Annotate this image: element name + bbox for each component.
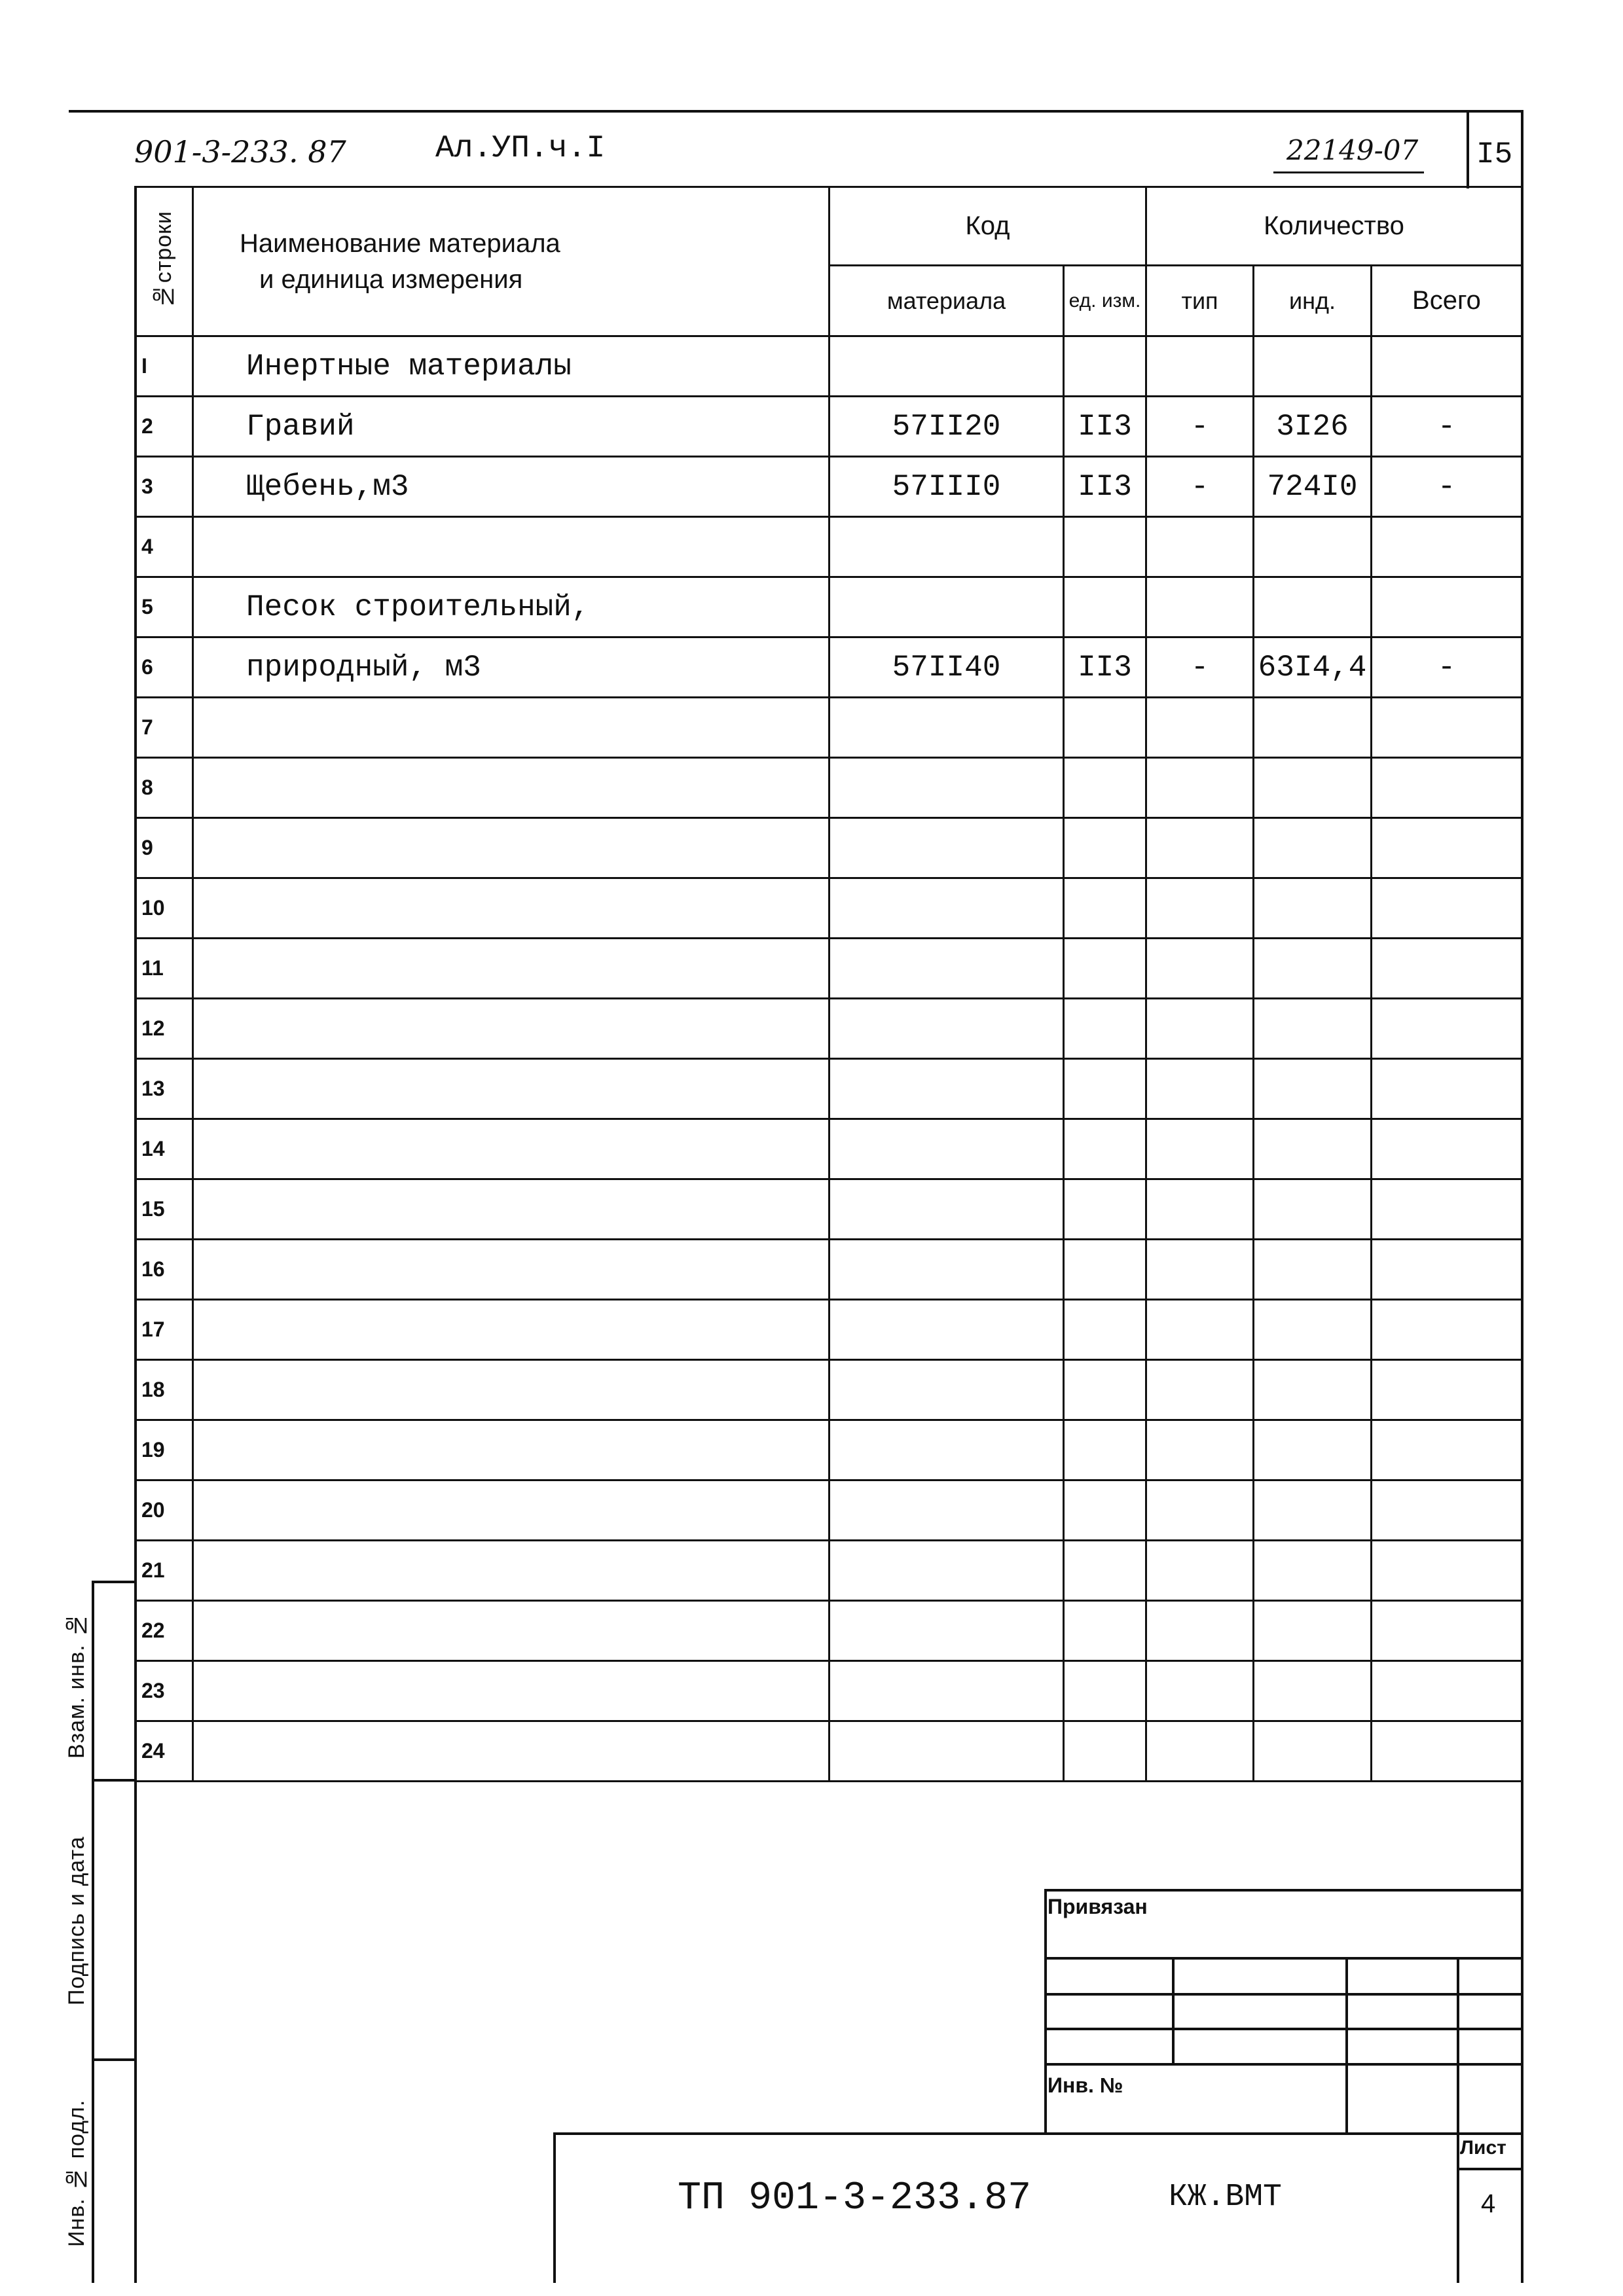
qty-total-cell [1372, 1240, 1522, 1300]
row-number-cell: 24 [136, 1721, 193, 1782]
qty-ind-cell: 724I0 [1254, 457, 1372, 517]
qty-type-cell [1146, 698, 1254, 758]
margin-stamp-divider-2 [92, 2058, 136, 2061]
unit-code-cell [1064, 698, 1146, 758]
qty-type-cell [1146, 1059, 1254, 1119]
row-number-cell: 15 [136, 1179, 193, 1240]
qty-ind-cell [1254, 1059, 1372, 1119]
qty-type-cell [1146, 1601, 1254, 1661]
col-code-unit: ед. изм. [1064, 266, 1146, 336]
row-number-cell: 7 [136, 698, 193, 758]
qty-total-cell [1372, 1360, 1522, 1420]
table-row [136, 336, 1522, 397]
table-row [136, 1240, 1522, 1300]
table-row [136, 1541, 1522, 1601]
reg-number-underline [1273, 171, 1424, 173]
row-number-cell: 23 [136, 1661, 193, 1721]
col-qty-ind: инд. [1254, 266, 1372, 336]
sheet-value: 4 [1481, 2189, 1496, 2218]
table-row [136, 1119, 1522, 1179]
unit-code-cell [1064, 818, 1146, 878]
qty-ind-cell [1254, 1541, 1372, 1601]
material-code-cell: 57II20 [830, 397, 1064, 457]
qty-ind-cell [1254, 878, 1372, 939]
qty-total-cell [1372, 1480, 1522, 1541]
qty-ind-cell [1254, 1721, 1372, 1782]
col-code-header: Код [830, 187, 1146, 266]
qty-type-cell: - [1146, 637, 1254, 698]
qty-ind-cell: 3I26 [1254, 397, 1372, 457]
table-row [136, 999, 1522, 1059]
table-row [136, 1300, 1522, 1360]
material-name-cell: Гравий [193, 397, 830, 457]
material-name-cell [193, 1119, 830, 1179]
qty-type-cell [1146, 1119, 1254, 1179]
qty-total-cell [1372, 517, 1522, 577]
row-number-cell: 22 [136, 1601, 193, 1661]
material-name-cell [193, 818, 830, 878]
qty-type-cell [1146, 1300, 1254, 1360]
table-row [136, 818, 1522, 878]
table-row [136, 878, 1522, 939]
material-code-cell [830, 1240, 1064, 1300]
qty-type-cell [1146, 1420, 1254, 1480]
material-code-cell [830, 1601, 1064, 1661]
top-border [69, 110, 1521, 113]
margin-vzam-label: Взам. инв. № [64, 1611, 89, 1759]
qty-type-cell [1146, 878, 1254, 939]
qty-ind-cell [1254, 1300, 1372, 1360]
qty-ind-cell [1254, 1240, 1372, 1300]
material-code-cell [830, 818, 1064, 878]
qty-ind-cell [1254, 939, 1372, 999]
stamp-top [1044, 1889, 1521, 1892]
table-row [136, 1360, 1522, 1420]
qty-total-cell [1372, 336, 1522, 397]
material-name-cell [193, 1300, 830, 1360]
qty-type-cell: - [1146, 397, 1254, 457]
material-code-cell [830, 1300, 1064, 1360]
qty-type-cell [1146, 1541, 1254, 1601]
row-number-cell: 10 [136, 878, 193, 939]
material-name-cell [193, 758, 830, 818]
qty-total-cell [1372, 1059, 1522, 1119]
qty-ind-cell [1254, 1480, 1372, 1541]
col-name-header [193, 187, 830, 336]
qty-total-cell [1372, 999, 1522, 1059]
table-row [136, 517, 1522, 577]
doc-code: 901-3-233. 87 [134, 134, 346, 170]
material-code-cell [830, 1119, 1064, 1179]
qty-total-cell [1372, 1300, 1522, 1360]
qty-total-cell [1372, 1721, 1522, 1782]
col-qty-total: Всего [1372, 266, 1522, 336]
qty-type-cell [1146, 1480, 1254, 1541]
stamp-left [1044, 1889, 1047, 2132]
qty-type-cell [1146, 818, 1254, 878]
row-number-cell: 17 [136, 1300, 193, 1360]
stamp-col-3 [1457, 1957, 1459, 2283]
material-code-cell [830, 577, 1064, 637]
qty-ind-cell [1254, 698, 1372, 758]
stamp-col-2 [1345, 1957, 1348, 2132]
col-name-line1: Наименование материала [240, 228, 560, 258]
row-number-cell: I [136, 336, 193, 397]
table-row [136, 758, 1522, 818]
table-row [136, 939, 1522, 999]
qty-total-cell [1372, 698, 1522, 758]
row-number-cell: 2 [136, 397, 193, 457]
row-number-cell: 20 [136, 1480, 193, 1541]
unit-code-cell [1064, 1360, 1146, 1420]
material-name-cell [193, 1721, 830, 1782]
qty-type-cell [1146, 1721, 1254, 1782]
qty-ind-cell: 63I4,4 [1254, 637, 1372, 698]
unit-code-cell [1064, 1480, 1146, 1541]
row-number-cell: 8 [136, 758, 193, 818]
qty-total-cell [1372, 1541, 1522, 1601]
material-name-cell [193, 698, 830, 758]
material-name-cell [193, 1059, 830, 1119]
stamp-row-2 [1044, 1993, 1521, 1996]
qty-ind-cell [1254, 999, 1372, 1059]
doc-title: ТП 901-3-233.87 [678, 2176, 1032, 2221]
qty-type-cell [1146, 1179, 1254, 1240]
title-frame-top [553, 2132, 1521, 2135]
margin-stamp-top [92, 1581, 136, 1583]
unit-code-cell [1064, 878, 1146, 939]
qty-type-cell [1146, 758, 1254, 818]
qty-type-cell: - [1146, 457, 1254, 517]
unit-code-cell [1064, 1300, 1146, 1360]
material-code-cell [830, 1059, 1064, 1119]
material-code-cell [830, 1179, 1064, 1240]
qty-ind-cell [1254, 577, 1372, 637]
table-row [136, 1059, 1522, 1119]
qty-total-cell [1372, 1119, 1522, 1179]
qty-ind-cell [1254, 336, 1372, 397]
material-code-cell [830, 939, 1064, 999]
row-number-cell: 12 [136, 999, 193, 1059]
qty-total-cell [1372, 1601, 1522, 1661]
page-number: I5 [1476, 137, 1513, 171]
qty-type-cell [1146, 517, 1254, 577]
material-name-cell [193, 999, 830, 1059]
unit-code-cell [1064, 1179, 1146, 1240]
stamp-row-4 [1044, 2063, 1521, 2066]
material-name-cell [193, 1420, 830, 1480]
unit-code-cell [1064, 1721, 1146, 1782]
qty-type-cell [1146, 1661, 1254, 1721]
col-code-material: материала [830, 266, 1064, 336]
table-row [136, 698, 1522, 758]
col-qty-type: тип [1146, 266, 1254, 336]
material-name-cell: Песок строительный, [193, 577, 830, 637]
material-name-cell: Щебень,м3 [193, 457, 830, 517]
qty-ind-cell [1254, 1360, 1372, 1420]
table-row [136, 1179, 1522, 1240]
margin-podp-label: Подпись и дата [64, 1836, 89, 2006]
row-number-cell: 21 [136, 1541, 193, 1601]
qty-type-cell [1146, 336, 1254, 397]
unit-code-cell [1064, 1541, 1146, 1601]
qty-type-cell [1146, 1360, 1254, 1420]
material-name-cell [193, 939, 830, 999]
unit-code-cell [1064, 336, 1146, 397]
material-name-cell [193, 1240, 830, 1300]
row-number-cell: 18 [136, 1360, 193, 1420]
title-frame-left [553, 2132, 556, 2283]
stamp-inv-no: Инв. № [1048, 2073, 1123, 2097]
row-number-cell: 14 [136, 1119, 193, 1179]
material-code-cell [830, 1541, 1064, 1601]
material-code-cell [830, 1360, 1064, 1420]
qty-type-cell [1146, 1240, 1254, 1300]
sheet-label: Лист [1460, 2137, 1506, 2159]
material-code-cell [830, 999, 1064, 1059]
qty-total-cell: - [1372, 397, 1522, 457]
material-name-cell [193, 1541, 830, 1601]
qty-type-cell [1146, 999, 1254, 1059]
reg-number: 22149-07 [1286, 134, 1419, 166]
qty-total-cell [1372, 1420, 1522, 1480]
stamp-row-3 [1044, 2028, 1521, 2030]
material-name-cell [193, 1480, 830, 1541]
unit-code-cell: II3 [1064, 637, 1146, 698]
qty-ind-cell [1254, 1661, 1372, 1721]
material-name-cell [193, 1601, 830, 1661]
page-number-box-left [1467, 110, 1469, 188]
unit-code-cell [1064, 999, 1146, 1059]
row-number-cell: 16 [136, 1240, 193, 1300]
doc-mark: КЖ.ВМТ [1169, 2179, 1282, 2215]
qty-ind-cell [1254, 1601, 1372, 1661]
col-name-line2: и единица измерения [259, 264, 523, 294]
qty-ind-cell [1254, 517, 1372, 577]
qty-total-cell [1372, 1179, 1522, 1240]
unit-code-cell [1064, 1661, 1146, 1721]
sheet-box-divider [1457, 2168, 1521, 2170]
material-code-cell [830, 336, 1064, 397]
table-row [136, 1661, 1522, 1721]
row-number-cell: 5 [136, 577, 193, 637]
table-row [136, 1601, 1522, 1661]
qty-ind-cell [1254, 818, 1372, 878]
col-quantity-header: Количество [1146, 187, 1522, 266]
material-name-cell [193, 878, 830, 939]
material-name-cell [193, 1179, 830, 1240]
unit-code-cell [1064, 1420, 1146, 1480]
stamp-row-1 [1044, 1957, 1521, 1960]
margin-inv-label: Инв. № подл. [64, 2099, 89, 2247]
qty-ind-cell [1254, 758, 1372, 818]
qty-type-cell [1146, 939, 1254, 999]
margin-stamp-divider-1 [92, 1779, 136, 1782]
materials-table [134, 186, 1523, 1782]
unit-code-cell [1064, 758, 1146, 818]
material-code-cell [830, 1420, 1064, 1480]
table-row [136, 1420, 1522, 1480]
row-number-cell: 9 [136, 818, 193, 878]
stamp-privyazan: Привязан [1048, 1895, 1148, 1918]
unit-code-cell: II3 [1064, 457, 1146, 517]
stamp-col-1 [1172, 1957, 1175, 2063]
row-number-cell: 11 [136, 939, 193, 999]
unit-code-cell [1064, 1240, 1146, 1300]
album-label: Ал.УП.ч.I [435, 131, 606, 166]
margin-stamp-left [92, 1581, 94, 2283]
qty-total-cell: - [1372, 457, 1522, 517]
col-row-no-label: №строки [151, 211, 176, 309]
row-number-cell: 6 [136, 637, 193, 698]
material-code-cell [830, 1480, 1064, 1541]
material-name-cell [193, 1661, 830, 1721]
material-code-cell [830, 1661, 1064, 1721]
material-code-cell [830, 1721, 1064, 1782]
qty-ind-cell [1254, 1179, 1372, 1240]
row-number-cell: 19 [136, 1420, 193, 1480]
qty-type-cell [1146, 577, 1254, 637]
qty-total-cell [1372, 818, 1522, 878]
material-code-cell [830, 878, 1064, 939]
row-number-cell: 4 [136, 517, 193, 577]
material-name-cell: природный, м3 [193, 637, 830, 698]
unit-code-cell [1064, 577, 1146, 637]
qty-ind-cell [1254, 1420, 1372, 1480]
material-code-cell [830, 517, 1064, 577]
qty-total-cell [1372, 577, 1522, 637]
qty-total-cell [1372, 1661, 1522, 1721]
table-row [136, 397, 1522, 457]
table-row [136, 1480, 1522, 1541]
table-row [136, 457, 1522, 517]
table-body [136, 336, 1522, 1782]
table-row [136, 1721, 1522, 1782]
material-code-cell [830, 758, 1064, 818]
unit-code-cell [1064, 939, 1146, 999]
qty-total-cell [1372, 758, 1522, 818]
col-row-no-header [136, 187, 193, 336]
qty-total-cell [1372, 878, 1522, 939]
material-name-cell: Инертные материалы [193, 336, 830, 397]
qty-total-cell [1372, 939, 1522, 999]
unit-code-cell [1064, 1059, 1146, 1119]
table-row [136, 637, 1522, 698]
unit-code-cell: II3 [1064, 397, 1146, 457]
material-name-cell [193, 517, 830, 577]
material-code-cell [830, 698, 1064, 758]
row-number-cell: 13 [136, 1059, 193, 1119]
table-row [136, 577, 1522, 637]
qty-ind-cell [1254, 1119, 1372, 1179]
unit-code-cell [1064, 1601, 1146, 1661]
row-number-cell: 3 [136, 457, 193, 517]
material-name-cell [193, 1360, 830, 1420]
material-code-cell: 57III0 [830, 457, 1064, 517]
unit-code-cell [1064, 517, 1146, 577]
qty-total-cell: - [1372, 637, 1522, 698]
material-code-cell: 57II40 [830, 637, 1064, 698]
unit-code-cell [1064, 1119, 1146, 1179]
